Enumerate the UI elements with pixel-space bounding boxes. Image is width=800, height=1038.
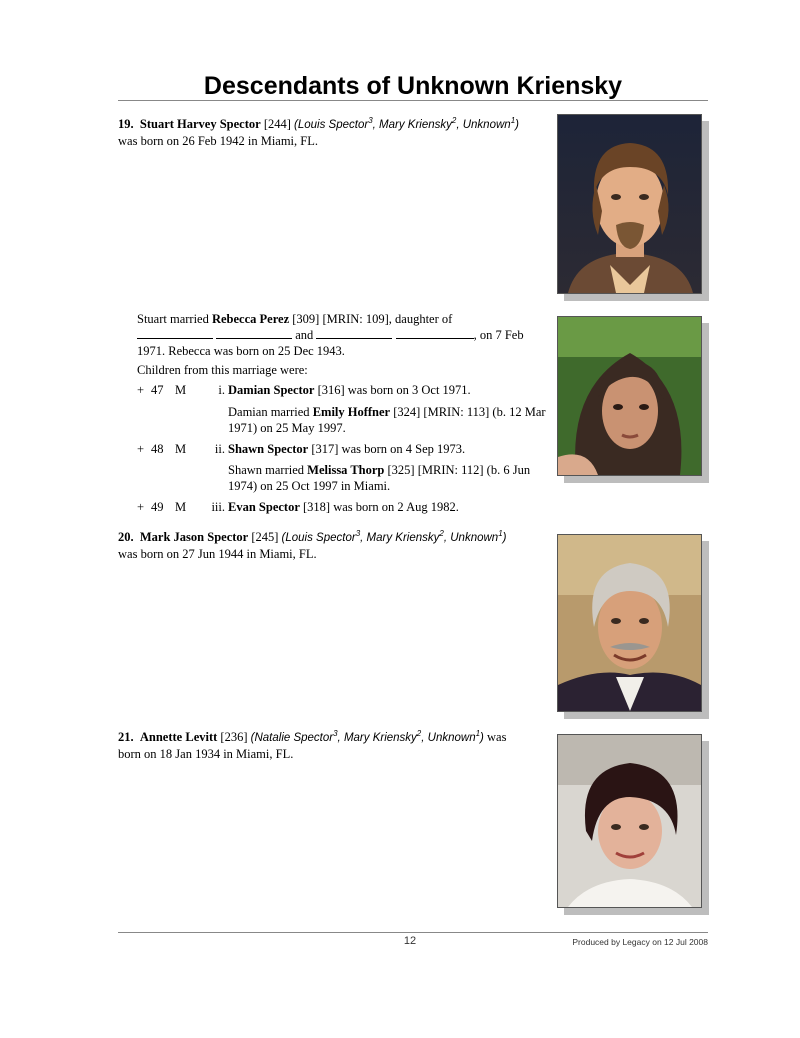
child-row <box>137 499 547 519</box>
marriage-intro: Stuart married <box>137 312 212 326</box>
child-marriage: Damian married Emily Hoffner [324] [MRIN: 113] (b. 12 Mar 1971) on 25 May 1997. <box>228 405 546 435</box>
person-name: Stuart Harvey Spector <box>139 117 261 131</box>
entry-number: 21. <box>118 730 134 744</box>
marriage-details <box>137 311 537 359</box>
child-sex: M <box>175 383 187 397</box>
child-number: 47 <box>151 383 164 397</box>
photo-annette-levitt <box>557 734 702 908</box>
parentage: (Louis Spector$^3$, Mary Kriensky$^2$, Unknown$^1$) <box>281 529 507 544</box>
child-number: 49 <box>151 500 164 514</box>
child-sex: M <box>175 500 187 514</box>
child-row <box>137 441 547 461</box>
person-entry-21: 21. Annette Levitt [236] (Natalie Spector$^3$, Mary Kriensky$^2$, Unknown$^1$) was born on 18 Jan 1934 in Miami, FL. <box>118 729 507 761</box>
person-id: [245] <box>251 530 279 544</box>
child-index: i. <box>218 383 225 397</box>
photo-rebecca-perez <box>557 316 702 476</box>
parentage: (Louis Spector$^3$, Mary Kriensky$^2$, Unknown$^1$) <box>294 116 519 131</box>
has-descendants-marker: + <box>137 500 145 514</box>
page-number: 12 <box>403 935 417 947</box>
has-descendants-marker: + <box>137 383 145 397</box>
parentage: (Natalie Spector$^3$, Mary Kriensky$^2$, Unknown$^1$) <box>250 729 484 744</box>
blank-field <box>316 327 392 339</box>
spouse-birth: 1971. Rebecca was born on 25 Dec 1943. <box>137 344 345 358</box>
spouse-name: Rebecca Perez <box>211 312 290 326</box>
children-heading: Children from this marriage were: <box>137 363 308 377</box>
produced-by-note: Produced by Legacy on 12 Jul 2008 <box>572 937 708 947</box>
child-name: Shawn Spector <box>228 442 309 456</box>
person-id: [244] <box>263 117 291 131</box>
photo-stuart-spector <box>557 114 702 294</box>
marriage-date: , on 7 Feb <box>473 328 524 342</box>
child-sex: M <box>175 442 187 456</box>
header-divider <box>118 100 708 101</box>
child-spouse-name: Melissa Thorp <box>307 463 385 477</box>
photo-mark-spector <box>557 534 702 712</box>
person-id: [236] <box>220 730 248 744</box>
child-name: Evan Spector <box>228 500 300 514</box>
child-text: Evan Spector [318] was born on 2 Aug 1982. <box>228 500 459 514</box>
child-text: Shawn Spector [317] was born on 4 Sep 1973. <box>228 442 466 456</box>
blank-field <box>137 327 213 339</box>
child-index: ii. <box>214 442 225 456</box>
blank-field <box>396 327 474 339</box>
birth-info: was born on 26 Feb 1942 in Miami, FL. <box>118 134 318 148</box>
has-descendants-marker: + <box>137 442 145 456</box>
child-text: Damian Spector [316] was born on 3 Oct 1971. <box>228 383 471 397</box>
conjunction: and <box>295 328 314 342</box>
entry-number: 20. <box>118 530 134 544</box>
birth-info: was born on 27 Jun 1944 in Miami, FL. <box>118 547 317 561</box>
footer-divider <box>118 932 708 933</box>
child-number: 48 <box>151 442 164 456</box>
birth-info: born on 18 Jan 1934 in Miami, FL. <box>118 747 294 761</box>
child-marriage: Shawn married Melissa Thorp [325] [MRIN: 112] (b. 6 Jun 1974) on 25 Oct 1997 in Miami. <box>228 463 531 493</box>
person-entry-20 <box>118 529 543 562</box>
child-name: Damian Spector <box>228 383 315 397</box>
child-index: iii. <box>211 500 225 514</box>
blank-field <box>216 327 292 339</box>
entry-number: 19. <box>118 117 134 131</box>
person-entry-19 <box>118 116 543 149</box>
child-spouse-name: Emily Hoffner <box>312 405 391 419</box>
spouse-details: [309] [MRIN: 109], daughter of <box>289 312 453 326</box>
person-name: Mark Jason Spector <box>139 530 249 544</box>
page-title: Descendants of Unknown Kriensky <box>203 72 623 100</box>
person-name: Annette Levitt <box>139 730 218 744</box>
